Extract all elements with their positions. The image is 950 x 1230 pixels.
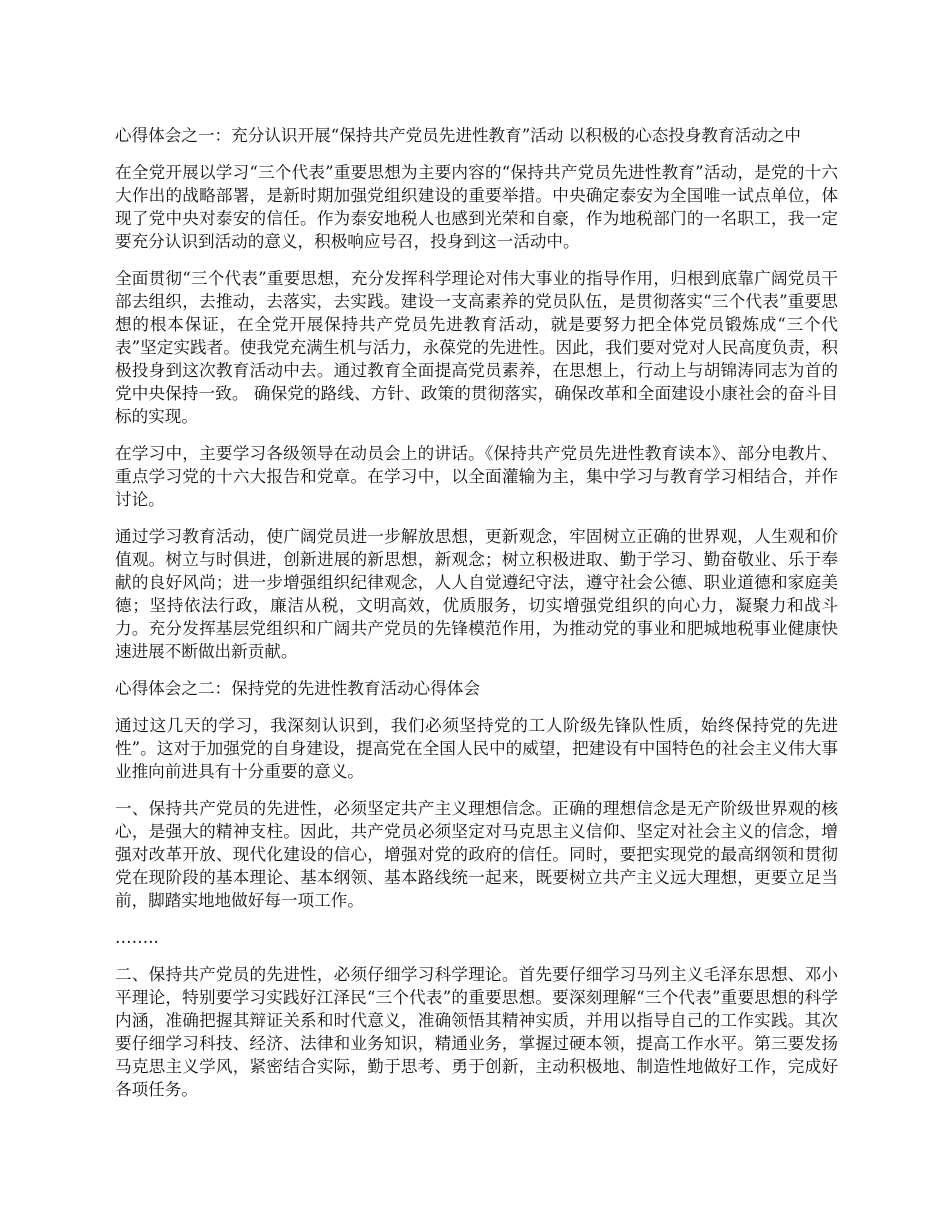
paragraph-6: 一、保持共产党员的先进性，必须坚定共产主义理想信念。正确的理想信念是无产阶级世界观的核心，是强大的精神支柱。因此，共产党员必须坚定对马克思主义信仰、坚定对社会主义的信念，增强对改革开放、现代化建设的信心，增强对党的政府的信任。同时，要把实现党的最高纲领和贯彻党在现阶段的基本理论、基本纲领、基本路线统一起来，既要树立共产主义远大理想，更要立足当前，脚踏实地地做好每一项工作。 [115,799,838,910]
paragraph-7: 二、保持共产党员的先进性，必须仔细学习科学理论。首先要仔细学习马列主义毛泽东思想、邓小平理论，特别要学习实践好江泽民“三个代表”的重要思想。要深刻理解“三个代表”重要思想的科学内涵，准确把握其辩证关系和时代意义，准确领悟其精神实质，并用以指导自己的工作实践。其次要仔细学习科技、经济、法律和业务知识，精通业务，掌握过硬本领，提高工作水平。第三要发扬马克思主义学风，紧密结合实际，勤于思考、勇于创新，主动积极地、制造性地做好工作，完成好各项任务。 [115,965,838,1099]
document-page [115,124,838,1115]
ellipsis-line: …….. [115,928,159,947]
paragraph-2: 全面贯彻“三个代表”重要思想，充分发挥科学理论对伟大事业的指导作用，归根到底靠广阔党员干部去组织，去推动，去落实，去实践。建设一支高素养的党员队伍，是贯彻落实“三个代表”重要思想的根本保证，在全党开展保持共产党员先进教育活动，就是要努力把全体党员锻炼成“三个代表”坚定实践者。使我党充满生机与活力，永葆党的先进性。因此，我们要对党对人民高度负责，积极投身到这次教育活动中去。通过教育全面提高党员素养，在思想上，行动上与胡锦涛同志为首的党中央保持一致。 确保党的路线、方针、政策的贯彻落实，确保改革和全面建设小康社会的奋斗目标的实现。 [115,269,838,426]
paragraph-5: 通过这几天的学习，我深刻认识到，我们必须坚持党的工人阶级先锋队性质，始终保持党的先进性”。这对于加强党的自身建设，提高党在全国人民中的威望，把建设有中国特色的社会主义伟大事业推向前进具有十分重要的意义。 [115,716,838,781]
section-heading-1: 心得体会之一：充分认识开展“保持共产党员先进性教育”活动 以积极的心态投身教育活动之中 [115,126,801,145]
section-heading-2: 心得体会之二：保持党的先进性教育活动心得体会 [115,679,481,698]
paragraph-1: 在全党开展以学习“三个代表”重要思想为主要内容的“保持共产党员先进性教育”活动，是党的十六大作出的战略部署，是新时期加强党组织建设的重要举措。中央确定泰安为全国唯一试点单位，体现了党中央对泰安的信任。作为泰安地税人也感到光荣和自豪，作为地税部门的一名职工，我一定要充分认识到活动的意义，积极响应号召，投身到这一活动中。 [115,163,838,251]
paragraph-4: 通过学习教育活动，使广阔党员进一步解放思想，更新观念，牢固树立正确的世界观，人生观和价值观。树立与时俱进，创新进展的新思想，新观念；树立积极进取、勤于学习、勤奋敬业、乐于奉献的良好风尚；进一步增强组织纪律观念，人人自觉遵纪守法，遵守社会公德、职业道德和家庭美德；坚持依法行政，廉洁从税，文明高效，优质服务，切实增强党组织的向心力，凝聚力和战斗力。充分发挥基层党组织和广阔共产党员的先锋模范作用，为推动党的事业和肥城地税事业健康快速进展不断做出新贡献。 [115,527,838,661]
paragraph-3: 在学习中，主要学习各级领导在动员会上的讲话。《保持共产党员先进性教育读本》、部分电教片、重点学习党的十六大报告和党章。在学习中，以全面灌输为主，集中学习与教育学习相结合，并作讨论。 [115,444,838,509]
